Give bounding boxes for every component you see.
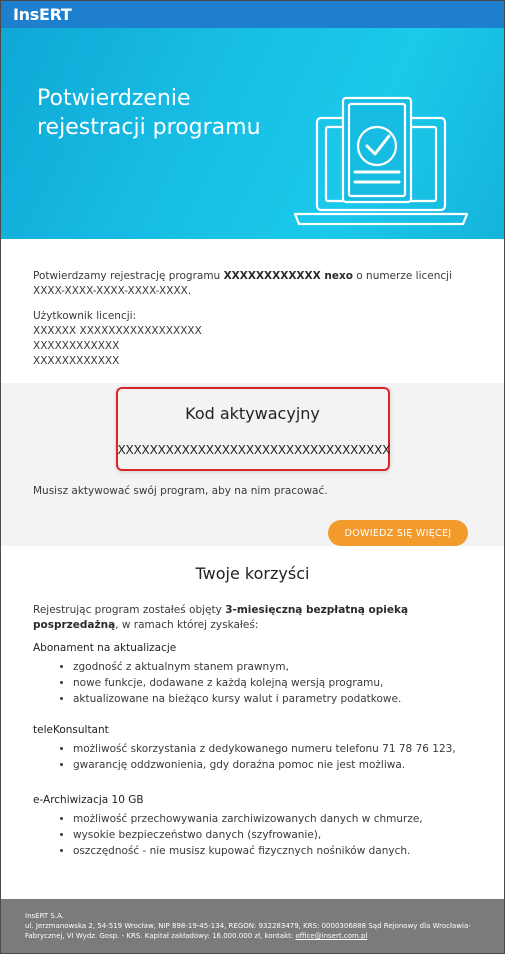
- benefits-intro: Rejestrując program zostałeś objęty 3-miesięczną bezpłatną opieką posprzedażną, w ramach której zyskałeś:: [33, 604, 409, 631]
- list-item: • zgodność z aktualnym stanem prawnym,: [73, 660, 472, 675]
- footer-address: ul. Jerzmanowska 2, 54-519 Wrocław, NIP 898-19-45-134, REGON: 932283479, KRS: 0000306888 Sąd Rejonowy dla Wrocławia-Fabrycznej, VI Wydz. Gosp. - KRS. Kapitał zakładowy: 16.000.000 zł, kontakt: office@insert.com.pl: [25, 922, 471, 940]
- footer: [1, 899, 504, 953]
- top-bar: [1, 1, 504, 28]
- benefit-list: [33, 660, 472, 707]
- list-item: • możliwość skorzystania z dedykowanego numeru telefonu 71 78 76 123,: [73, 742, 472, 757]
- benefits-section: [1, 546, 504, 880]
- hero-banner: [1, 28, 504, 239]
- benefit-group-title: e-Archiwizacja 10 GB: [33, 794, 144, 806]
- footer-company: InsERT S.A.: [25, 912, 64, 920]
- footer-email-link[interactable]: office@insert.com.pl: [295, 932, 368, 940]
- benefits-title: Twoje korzyści: [195, 564, 310, 583]
- hero-title: Potwierdzenie rejestracji programu: [37, 86, 261, 140]
- learn-more-button[interactable]: DOWIEDZ SIĘ WIĘCEJ: [328, 520, 468, 546]
- benefit-list: [33, 812, 472, 859]
- benefit-list: [33, 742, 472, 773]
- insert-logo[interactable]: InsERT: [13, 5, 72, 24]
- benefit-group-title: Abonament na aktualizacje: [33, 642, 177, 654]
- list-item: • wysokie bezpieczeństwo danych (szyfrowanie),: [73, 828, 472, 843]
- license-user-block: [33, 309, 472, 369]
- confirmation-section: [1, 239, 504, 383]
- list-item: • możliwość przechowywania zarchiwizowanych danych w chmurze,: [73, 812, 472, 827]
- list-item: • oszczędność - nie musisz kupować fizycznych nośników danych.: [73, 844, 472, 859]
- list-item: • aktualizowane na bieżąco kursy walut i parametry podatkowe.: [73, 692, 472, 707]
- license-number: XXXX-XXXX-XXXX-XXXX-XXXX: [33, 285, 188, 297]
- list-item: • gwarancję oddzwonienia, gdy doraźna pomoc nie jest możliwa.: [73, 758, 472, 773]
- confirmation-text: Potwierdzamy rejestrację programu XXXXXXXXXXXX nexo o numerze licencji XXXX-XXXX-XXXX-XXXX-XXXX.: [33, 270, 453, 297]
- list-item: • nowe funkcje, dodawane z każdą kolejną wersją programu,: [73, 676, 472, 691]
- activation-note: Musisz aktywować swój program, aby na nim pracować.: [33, 485, 328, 497]
- laptop-checklist-icon: [291, 86, 471, 231]
- benefit-group-title: teleKonsultant: [33, 724, 109, 736]
- activation-code-value[interactable]: XXXXXXXXXXXXXXXXXXXXXXXXXXXXXXXXXX: [117, 443, 391, 457]
- activation-code-box: [116, 387, 390, 471]
- activation-section: [1, 383, 504, 546]
- user-label: Użytkownik licencji:: [33, 310, 137, 322]
- activation-code-title: Kod aktywacyjny: [185, 404, 320, 423]
- user-line: XXXXXX XXXXXXXXXXXXXXXXX: [33, 325, 202, 337]
- user-line: XXXXXXXXXXXX: [33, 355, 120, 367]
- user-line: XXXXXXXXXXXX: [33, 340, 120, 352]
